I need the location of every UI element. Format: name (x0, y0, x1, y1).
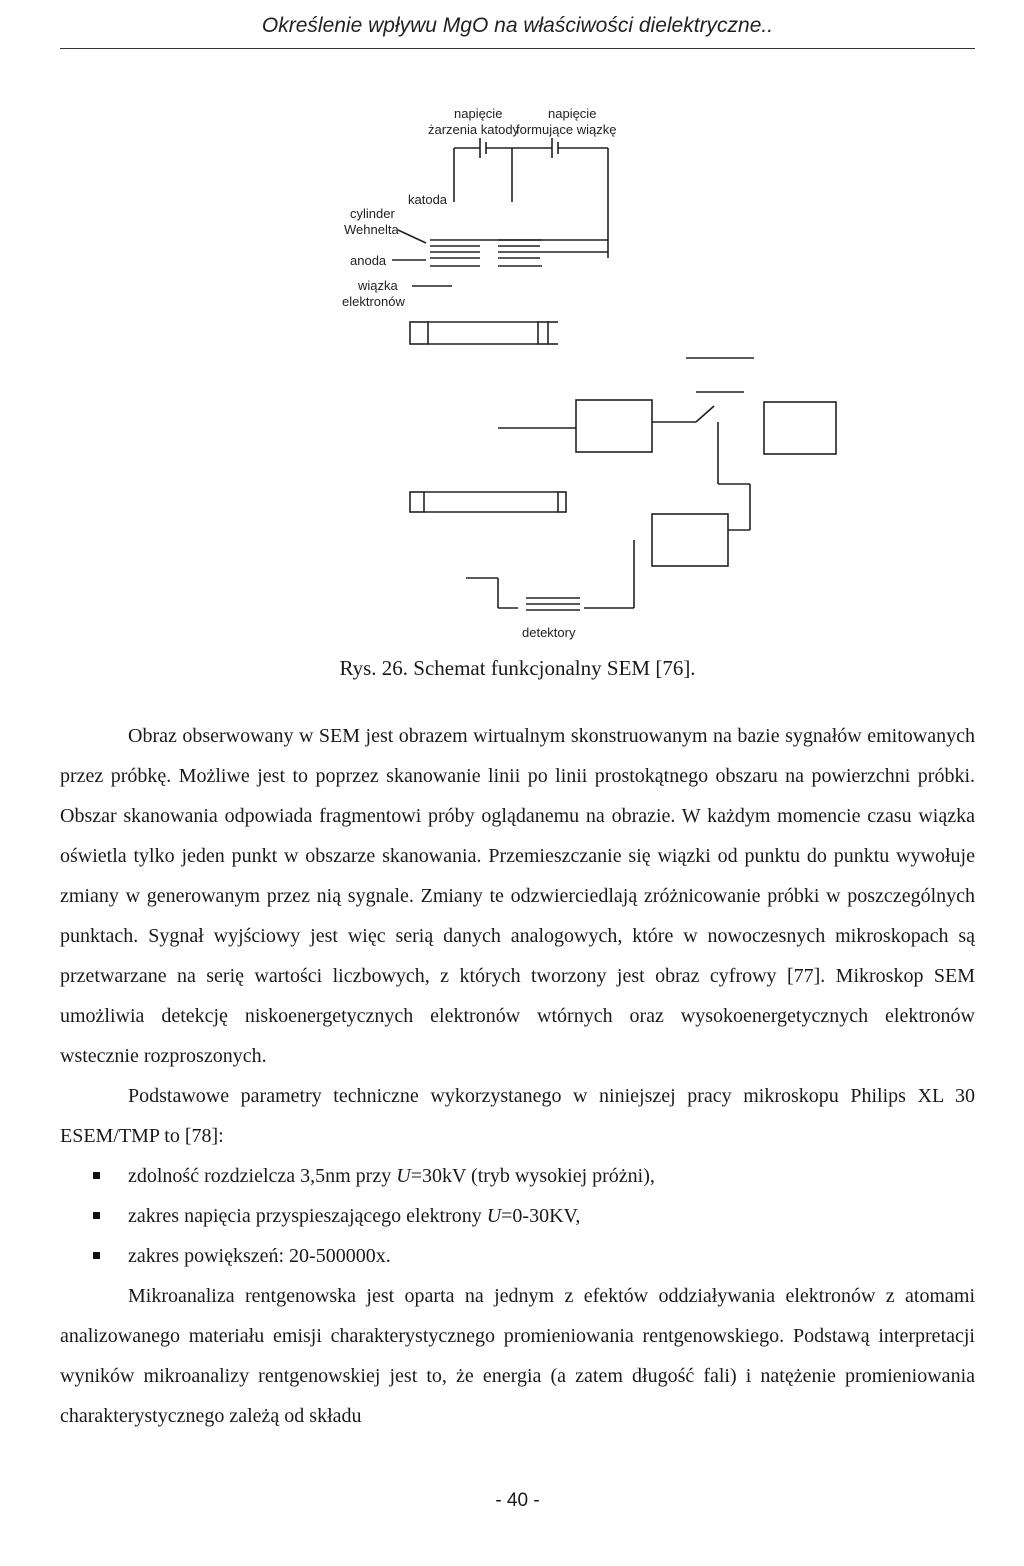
page-number: - 40 - (495, 1490, 540, 1511)
header-rule (60, 48, 975, 49)
body-text (60, 716, 975, 1436)
detectors-label: detektory (522, 625, 576, 640)
parameter-list (60, 1156, 975, 1276)
heater-voltage-label-1: napięcie (454, 106, 503, 121)
paragraph-xray-microanalysis: Mikroanaliza rentgenowska jest oparta na jednym z efektów oddziaływania elektronów z atomami analizowanego materiału emisji charakterystycznego promieniowania rentgenowskiego. Podstawą interpretacji wyników mikroanalizy rentgenowskiej jest to, że energia (a zatem długość fali) i natężenie promieniowania charakterystycznego zależą od składu (60, 1285, 975, 1427)
list-item: zakres powiększeń: 20-500000x. (60, 1236, 975, 1276)
heater-voltage-label-2: żarzenia katody (428, 122, 520, 137)
list-item: zdolność rozdzielcza 3,5nm przy U=30kV (tryb wysokiej próżni), (60, 1156, 975, 1196)
list-item: zakres napięcia przyspieszającego elektrony U=0-30KV, (60, 1196, 975, 1236)
beam-label-1: wiązka (358, 278, 398, 293)
wehnelt-label-1: cylinder (350, 206, 395, 221)
paragraph-sem-image: Obraz obserwowany w SEM jest obrazem wirtualnym skonstruowanym na bazie sygnałów emitowanych przez próbkę. Możliwe jest to poprzez skanowanie linii po linii prostokątnego obszaru na powierzchni próbki. Obszar skanowania odpowiada fragmentowi próby oglądanemu na obrazie. W każdym momencie czasu wiązka oświetla tylko jeden punkt w obszarze skanowania. Przemieszczanie się wiązki od punktu do punktu wywołuje zmiany w generowanym przez nią sygnale. Zmiany te odzwierciedlają zróżnicowanie próbki w poszczególnych punktach. Sygnał wyjściowy jest więc serią danych analogowych, które w nowoczesnych mikroskopach są przetwarzane na serię wartości liczbowych, z których tworzony jest obraz cyfrowy [77]. Mikroskop SEM umożliwia detekcję niskoenergetycznych elektronów wtórnych oraz wysokoenergetycznych elektronów wstecznie rozproszonych. (60, 725, 975, 1067)
beam-label-2: elektronów (342, 294, 405, 309)
running-header: Określenie wpływu MgO na właściwości dielektryczne.. (261, 14, 774, 37)
wehnelt-label-2: Wehnelta (344, 222, 399, 237)
bullet-icon (93, 1212, 100, 1219)
bullet-icon (93, 1252, 100, 1259)
beam-voltage-label-1: napięcie (548, 106, 597, 121)
anode-label: anoda (350, 253, 387, 268)
sem-schematic-figure (330, 100, 850, 640)
figure-caption: Rys. 26. Schemat funkcjonalny SEM [76]. (339, 656, 696, 680)
beam-voltage-label-2: formujące wiązkę (516, 122, 617, 137)
cathode-label: katoda (408, 192, 448, 207)
bullet-icon (93, 1172, 100, 1179)
sem-schematic-svg (330, 100, 850, 640)
paragraph-parameters-intro: Podstawowe parametry techniczne wykorzystanego w niniejszej pracy mikroskopu Philips XL 30 ESEM/TMP to [78]: (60, 1085, 975, 1147)
